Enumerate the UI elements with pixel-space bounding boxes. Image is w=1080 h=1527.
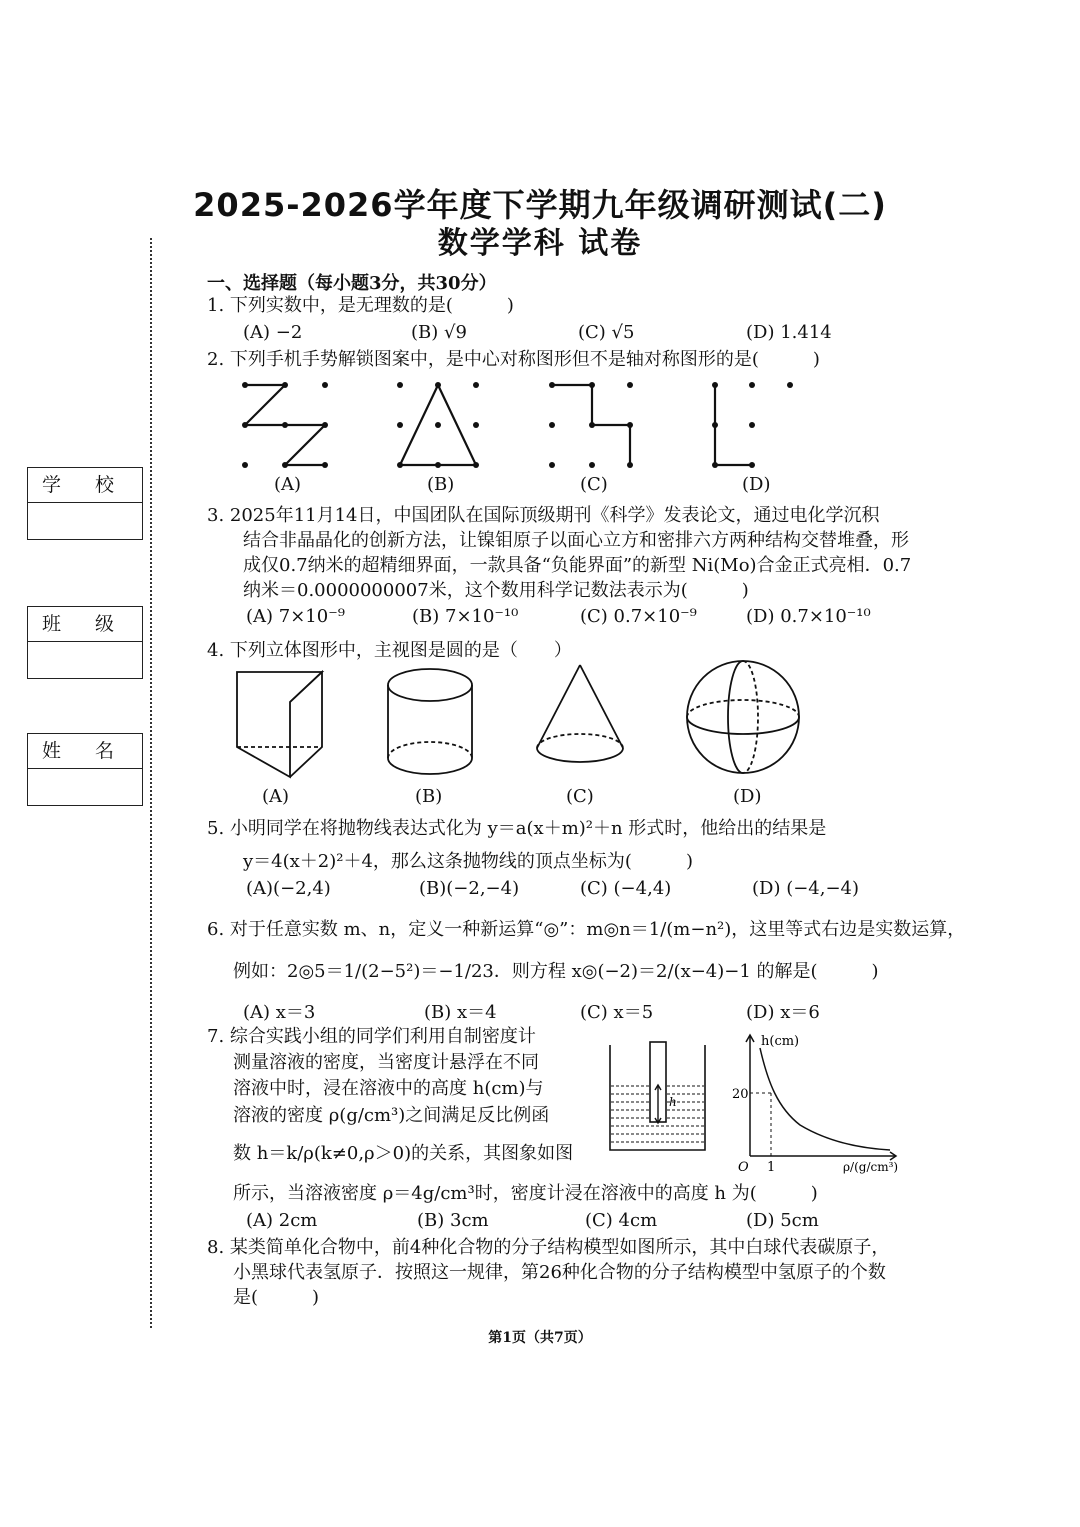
q7-graph-origin: O <box>738 1160 749 1175</box>
page-footer: 第1页（共7页） <box>488 1330 592 1346</box>
q6-option-b: (B) x＝4 <box>424 1002 497 1023</box>
q7-line4: 溶液的密度 ρ(g/cm³)之间满足反比例函 <box>233 1105 550 1126</box>
q4-stem: 4. 下列立体图形中，主视图是圆的是（ ） <box>207 640 572 661</box>
q7-line6: 所示，当溶液密度 ρ＝4g/cm³时，密度计浸在溶液中的高度 h 为( ) <box>233 1183 818 1204</box>
q8-line2: 小黑球代表氢原子．按照这一规律，第26种化合物的分子结构模型中氢原子的个数 <box>233 1262 886 1283</box>
q1-option-b: (B) √9 <box>411 322 467 343</box>
q3-line3: 成仅0.7纳米的超精细界面，一款具备“负能界面”的新型 Ni(Mo)合金正式亮相．0.7 <box>243 555 912 576</box>
q7-line1: 7. 综合实践小组的同学们利用自制密度计 <box>207 1026 536 1047</box>
q7-graph-xtick: 1 <box>767 1160 776 1175</box>
q3-option-a: (A) 7×10⁻⁹ <box>246 606 345 627</box>
q6-option-a: (A) x＝3 <box>243 1002 316 1023</box>
school-label: 学 校 <box>28 468 142 503</box>
q8-line3: 是( ) <box>233 1287 320 1308</box>
q7-option-c: (C) 4cm <box>585 1210 658 1231</box>
q1-option-c: (C) √5 <box>578 322 635 343</box>
q2-caption-d: (D) <box>742 474 771 495</box>
school-field[interactable] <box>28 503 142 539</box>
q2-stem: 2. 下列手机手势解锁图案中，是中心对称图形但不是轴对称图形的是( ) <box>207 349 820 370</box>
q6-line1: 6. 对于任意实数 m、n，定义一种新运算“◎”：m◎n＝1/(m−n²)，这里等式右边是实数运算， <box>207 919 966 940</box>
q5-option-d: (D) (−4,−4) <box>752 878 860 899</box>
q7-option-b: (B) 3cm <box>417 1210 489 1231</box>
q3-line1: 3. 2025年11月14日，中国团队在国际顶级期刊《科学》发表论文，通过电化学沉积 <box>207 505 880 526</box>
q5-option-c: (C) (−4,4) <box>580 878 672 899</box>
q7-graph-xlabel: ρ/(g/cm³) <box>843 1160 899 1174</box>
q4-caption-d: (D) <box>733 786 762 807</box>
name-field[interactable] <box>28 769 142 805</box>
q5-option-a: (A)(−2,4) <box>246 878 331 899</box>
q7-graph-ytick: 20 <box>732 1087 749 1102</box>
q7-line5: 数 h＝k/ρ(k≠0,ρ＞0)的关系，其图象如图 <box>233 1143 574 1164</box>
q7-h-label: h <box>669 1095 677 1109</box>
name-label: 姓 名 <box>28 734 142 769</box>
q3-line2: 结合非晶晶化的创新方法，让镍钼原子以面心立方和密排六方两种结构交替堆叠，形 <box>243 530 909 551</box>
section-heading: 一、选择题（每小题3分，共30分） <box>207 273 497 294</box>
q4-caption-c: (C) <box>566 786 594 807</box>
q7-option-a: (A) 2cm <box>246 1210 318 1231</box>
exam-title: 2025-2026学年度下学期九年级调研测试(二) <box>193 186 887 224</box>
q2-caption-b: (B) <box>427 474 455 495</box>
q1-stem: 1. 下列实数中，是无理数的是( ) <box>207 295 514 316</box>
exam-subtitle: 数学学科 试卷 <box>437 226 643 261</box>
q8-line1: 8. 某类简单化合物中，前4种化合物的分子结构模型如图所示，其中白球代表碳原子， <box>207 1237 890 1258</box>
q7-graph-ylabel: h(cm) <box>761 1034 800 1049</box>
class-field[interactable] <box>28 642 142 678</box>
q7-option-d: (D) 5cm <box>746 1210 819 1231</box>
q6-option-c: (C) x＝5 <box>580 1002 654 1023</box>
q4-solids <box>230 660 810 785</box>
name-box <box>27 733 143 806</box>
q4-caption-b: (B) <box>415 786 443 807</box>
q2-unlock-patterns <box>230 375 810 475</box>
q5-option-b: (B)(−2,−4) <box>419 878 520 899</box>
q2-caption-c: (C) <box>580 474 608 495</box>
binding-line <box>150 238 152 1328</box>
q3-option-b: (B) 7×10⁻¹⁰ <box>412 606 519 627</box>
q3-option-c: (C) 0.7×10⁻⁹ <box>580 606 697 627</box>
q3-option-d: (D) 0.7×10⁻¹⁰ <box>746 606 871 627</box>
q7-line2: 测量溶液的密度，当密度计悬浮在不同 <box>233 1052 539 1073</box>
q7-beaker-figure <box>605 1040 710 1155</box>
q4-caption-a: (A) <box>262 786 290 807</box>
q5-line2: y＝4(x＋2)²＋4，那么这条抛物线的顶点坐标为( ) <box>243 851 693 872</box>
q5-line1: 5. 小明同学在将抛物线表达式化为 y＝a(x＋m)²＋n 形式时，他给出的结果是 <box>207 818 827 839</box>
q1-option-a: (A) −2 <box>243 322 303 343</box>
q7-graph <box>730 1028 910 1176</box>
class-label: 班 级 <box>28 607 142 642</box>
q3-line4: 纳米＝0.0000000007米，这个数用科学记数法表示为( ) <box>243 580 749 601</box>
q6-option-d: (D) x＝6 <box>746 1002 820 1023</box>
q6-line2: 例如：2◎5＝1/(2−5²)＝−1/23．则方程 x◎(−2)＝2/(x−4)−1 的解是( ) <box>233 961 879 982</box>
q7-line3: 溶液中时，浸在溶液中的高度 h(cm)与 <box>233 1078 544 1099</box>
class-box <box>27 606 143 679</box>
school-box <box>27 467 143 540</box>
q2-caption-a: (A) <box>274 474 302 495</box>
q1-option-d: (D) 1.414 <box>746 322 832 343</box>
